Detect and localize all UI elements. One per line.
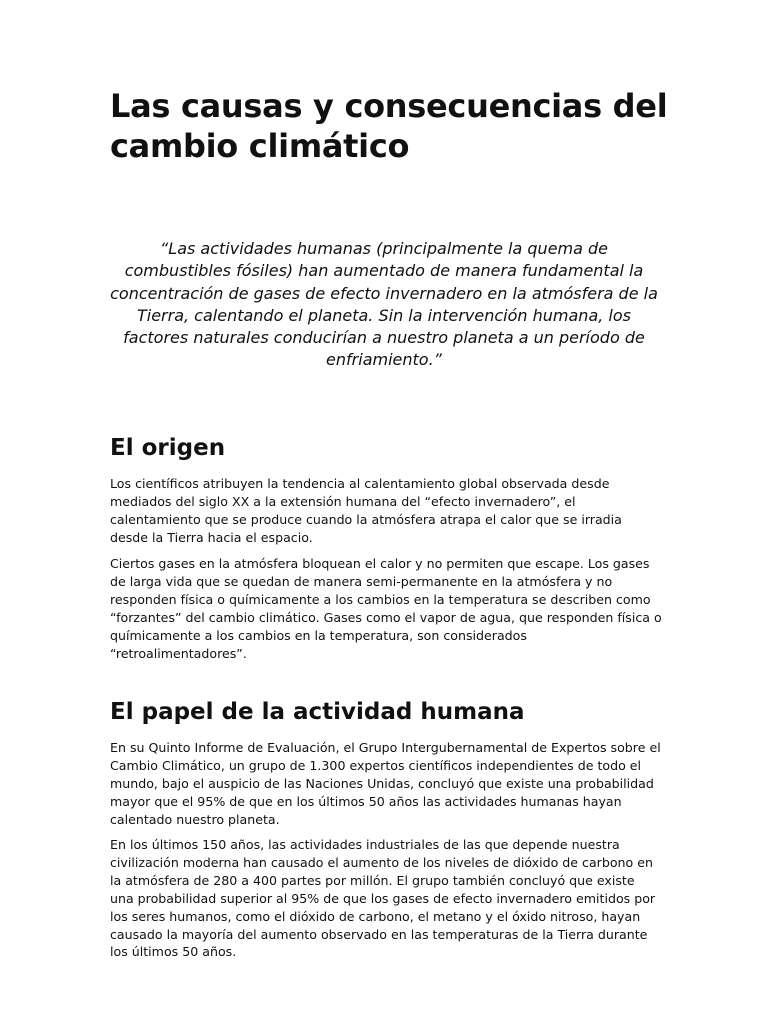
page-title: Las causas y consecuencias del cambio climático <box>110 87 668 165</box>
section-heading-origen: El origen <box>110 435 226 461</box>
origen-paragraph-2: Ciertos gases en la atmósfera bloquean el calor y no permiten que escape. Los gases de larga vida que se quedan de manera semi-permanente en la atmósfera y no responden física o químicamente a los cambios en la temperatura se describen como “forzantes” del cambio climático. Gases como el vapor de agua, que responden física o químicamente a los cambios en la temperatura, son considerados “retroalimentadores”. <box>110 556 662 661</box>
origen-paragraph-1: Los científicos atribuyen la tendencia al calentamiento global observada desde mediados del siglo XX a la extensión humana del “efecto invernadero”, el calentamiento que se produce cuando la atmósfera atrapa el calor que se irradia desde la Tierra hacia el espacio. <box>110 476 622 545</box>
papel-paragraph-2: En los últimos 150 años, las actividades industriales de las que depende nuestra civilización moderna han causado el aumento de los niveles de dióxido de carbono en la atmósfera de 280 a 400 partes por millón. El grupo también concluyó que existe una probabilidad superior al 95% de que los gases de efecto invernadero emitidos por los seres humanos, como el dióxido de carbono, el metano y el óxido nitroso, hayan causado la mayoría del aumento observado en las temperaturas de la Tierra durante los últimos 50 años. <box>110 837 656 960</box>
intro-quote: “Las actividades humanas (principalmente la quema de combustibles fósiles) han aumentado de manera fundamental la concentración de gases de efecto invernadero en la atmósfera de la Tierra, calentando el planeta. Sin la intervención humana, los factores naturales conducirían a nuestro planeta a un período de enfriamiento.” <box>110 239 658 370</box>
section-heading-papel-actividad-humana: El papel de la actividad humana <box>110 699 525 725</box>
papel-paragraph-1: En su Quinto Informe de Evaluación, el Grupo Intergubernamental de Expertos sobre el Cambio Climático, un grupo de 1.300 expertos científicos independientes de todo el mundo, bajo el auspicio de las Naciones Unidas, concluyó que existe una probabilidad mayor que el 95% de que en los últimos 50 años las actividades humanas hayan calentado nuestro planeta. <box>110 740 661 827</box>
